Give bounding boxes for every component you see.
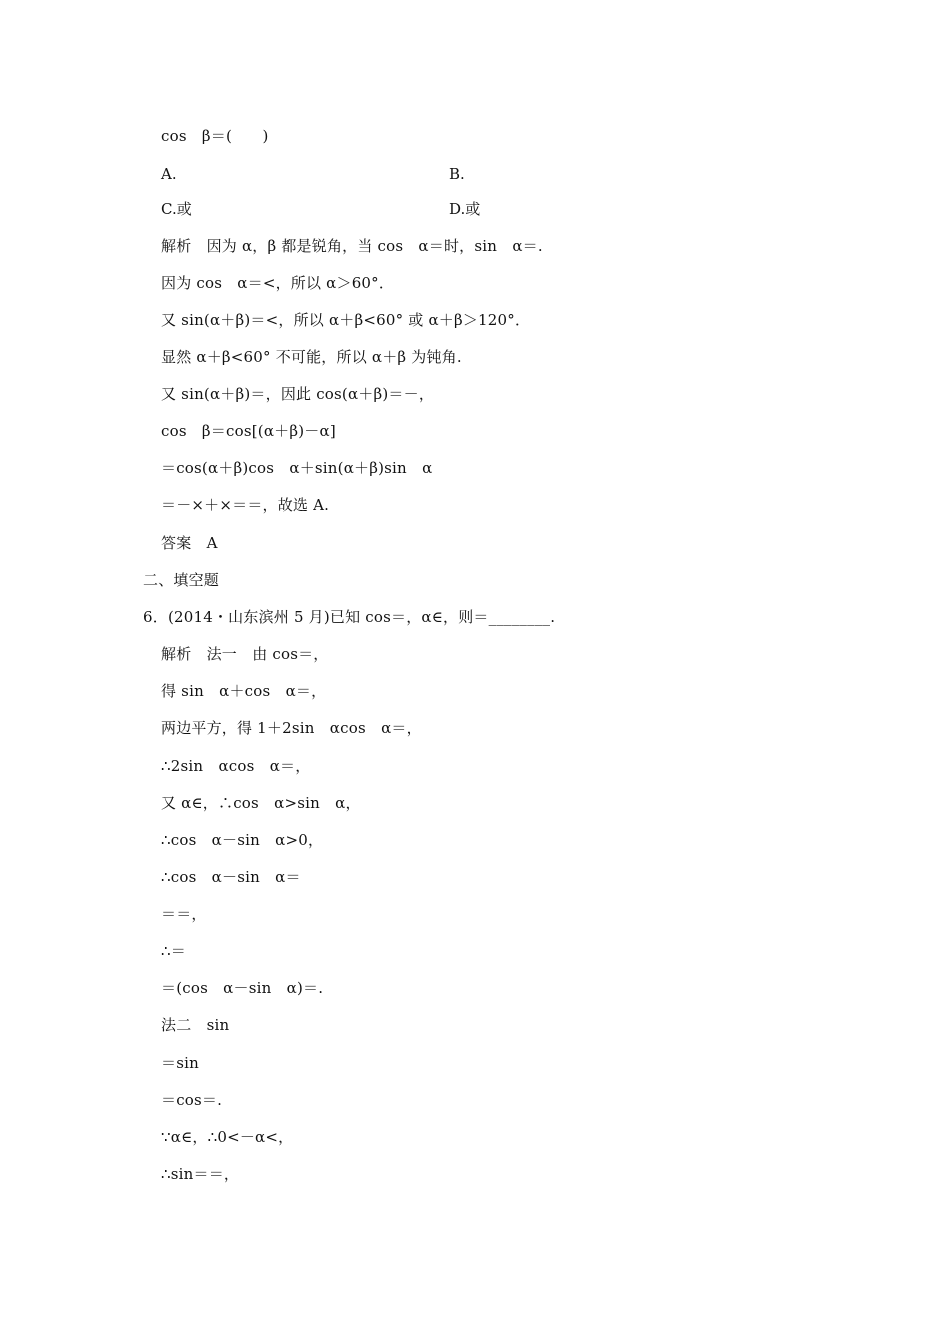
solution-line: ＝cos＝. [161,1091,223,1109]
option-c: C.或 [161,200,192,218]
option-a: A. [161,165,177,183]
solution-line: cos β＝cos[(α＋β)－α] [161,422,336,440]
solution-line: ＝＝， [161,905,207,923]
option-d: D.或 [449,200,481,218]
solution-line: 又 α∈，∴cos α>sin α， [161,794,361,812]
section-heading: 二、填空题 [143,571,220,589]
solution-line: ∴＝ [161,942,186,960]
solution-line: 解析 因为 α，β 都是锐角，当 cos α＝时，sin α＝. [161,237,543,255]
solution-line: ＝－×＋×＝＝，故选 A. [161,496,330,514]
answer-line: 答案 A [161,534,218,552]
question-stem: cos β＝( ) [161,127,269,145]
solution-line: ∵α∈，∴0<－α<， [161,1128,294,1146]
solution-line: ∴2sin αcos α＝， [161,757,311,775]
option-b: B. [449,165,465,183]
solution-line: 解析 法一 由 cos＝， [161,645,329,663]
solution-line: 两边平方，得 1＋2sin αcos α＝， [161,719,422,737]
solution-line: ＝sin [161,1054,199,1072]
solution-line: 又 sin(α＋β)＝，因此 cos(α＋β)＝－， [161,385,435,403]
solution-line: ＝cos(α＋β)cos α＋sin(α＋β)sin α [161,459,433,477]
solution-line: 显然 α＋β<60° 不可能，所以 α＋β 为钝角. [161,348,462,366]
solution-line: 又 sin(α＋β)＝<，所以 α＋β<60° 或 α＋β＞120°． [161,311,531,329]
solution-line: ∴sin＝＝， [161,1165,240,1183]
question-6-stem: 6．(2014・山东滨州 5 月)已知 cos＝，α∈，则＝________. [143,608,556,626]
solution-line: 得 sin α＋cos α＝， [161,682,327,700]
solution-line: 因为 cos α＝<，所以 α＞60°． [161,274,395,292]
solution-line: 法二 sin [161,1016,230,1034]
solution-line: ∴cos α－sin α＝ [161,868,301,886]
solution-line: ＝(cos α－sin α)＝. [161,979,324,997]
solution-line: ∴cos α－sin α>0， [161,831,324,849]
